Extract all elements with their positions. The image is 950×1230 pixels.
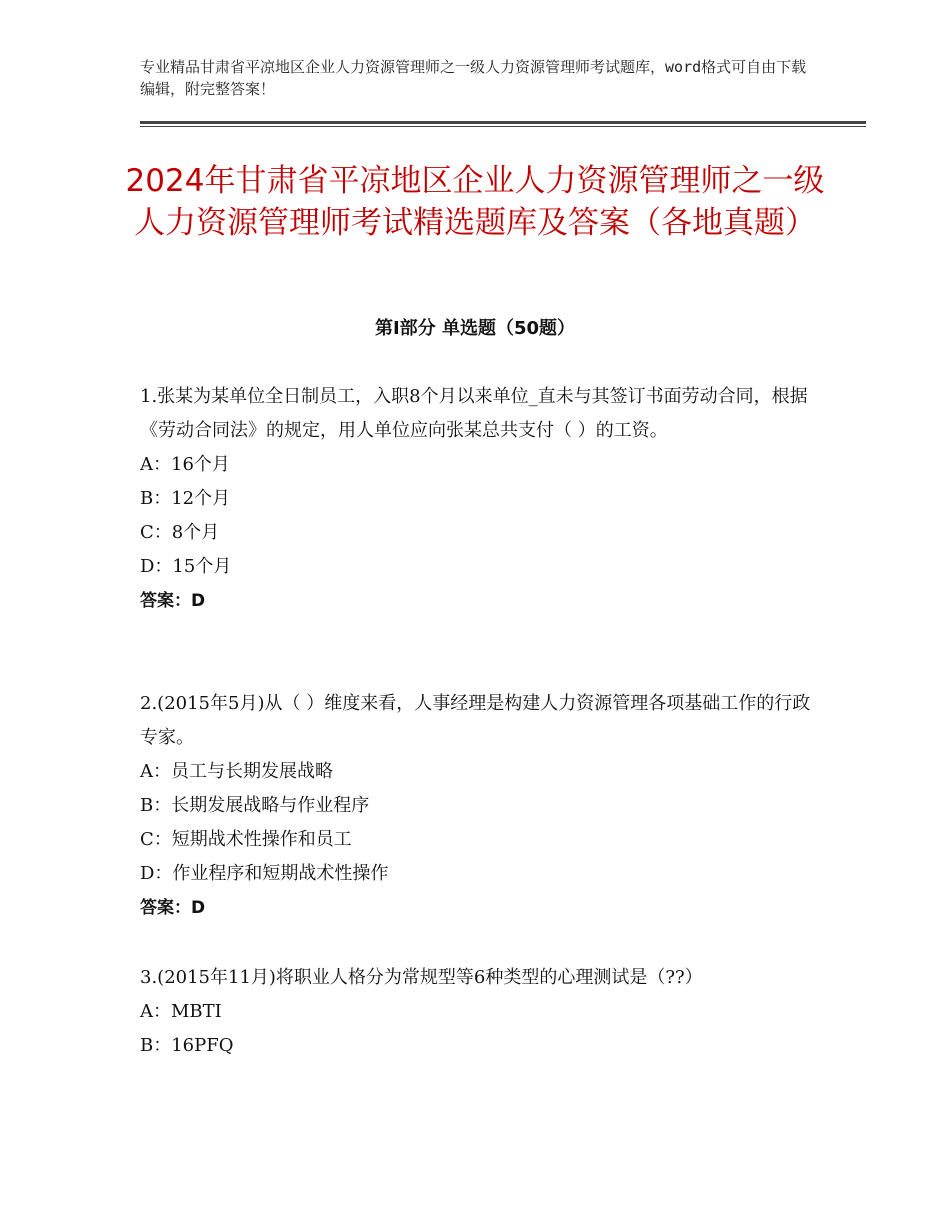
question-stem: 1.张某为某单位全日制员工，入职8个月以来单位_直未与其签订书面劳动合同，根据 《劳动合同法》的规定，用人单位应向张某总共支付（ ）的工资。 — [140, 386, 808, 441]
question-stem: 3.(2015年11月)将职业人格分为常规型等6种类型的心理测试是（??） — [140, 967, 703, 988]
option-b: B：16PFQ — [140, 1035, 234, 1056]
option-d: D：15个月 — [140, 556, 232, 577]
option-d: D：作业程序和短期战术性操作 — [140, 863, 389, 884]
header-rule-thin — [140, 126, 866, 127]
option-b: B：12个月 — [140, 488, 231, 509]
option-a: A：员工与长期发展战略 — [140, 761, 333, 782]
question-1 — [140, 380, 820, 618]
question-stem: 2.(2015年5月)从（ ）维度来看，人事经理是构建人力资源管理各项基础工作的行政专家。 — [140, 693, 811, 748]
header-note: 专业精品甘肃省平凉地区企业人力资源管理师之一级人力资源管理师考试题库，word格式可自由下载编辑，附完整答案！ — [140, 58, 807, 98]
section-title: 第Ⅰ部分 单选题（50题） — [374, 318, 575, 339]
header-rule-thick — [140, 121, 866, 124]
option-a: A：16个月 — [140, 454, 230, 475]
option-c: C：短期战术性操作和员工 — [140, 829, 352, 850]
question-2 — [140, 687, 820, 925]
option-b: B：长期发展战略与作业程序 — [140, 795, 370, 816]
document-title: 2024年甘肃省平凉地区企业人力资源管理师之一级人力资源管理师考试精选题库及答案（各地真题） — [125, 163, 825, 241]
question-3 — [140, 961, 820, 1063]
answer: 答案：D — [140, 591, 206, 611]
option-a: A：MBTI — [140, 1001, 222, 1022]
answer: 答案：D — [140, 898, 206, 918]
option-c: C：8个月 — [140, 522, 220, 543]
